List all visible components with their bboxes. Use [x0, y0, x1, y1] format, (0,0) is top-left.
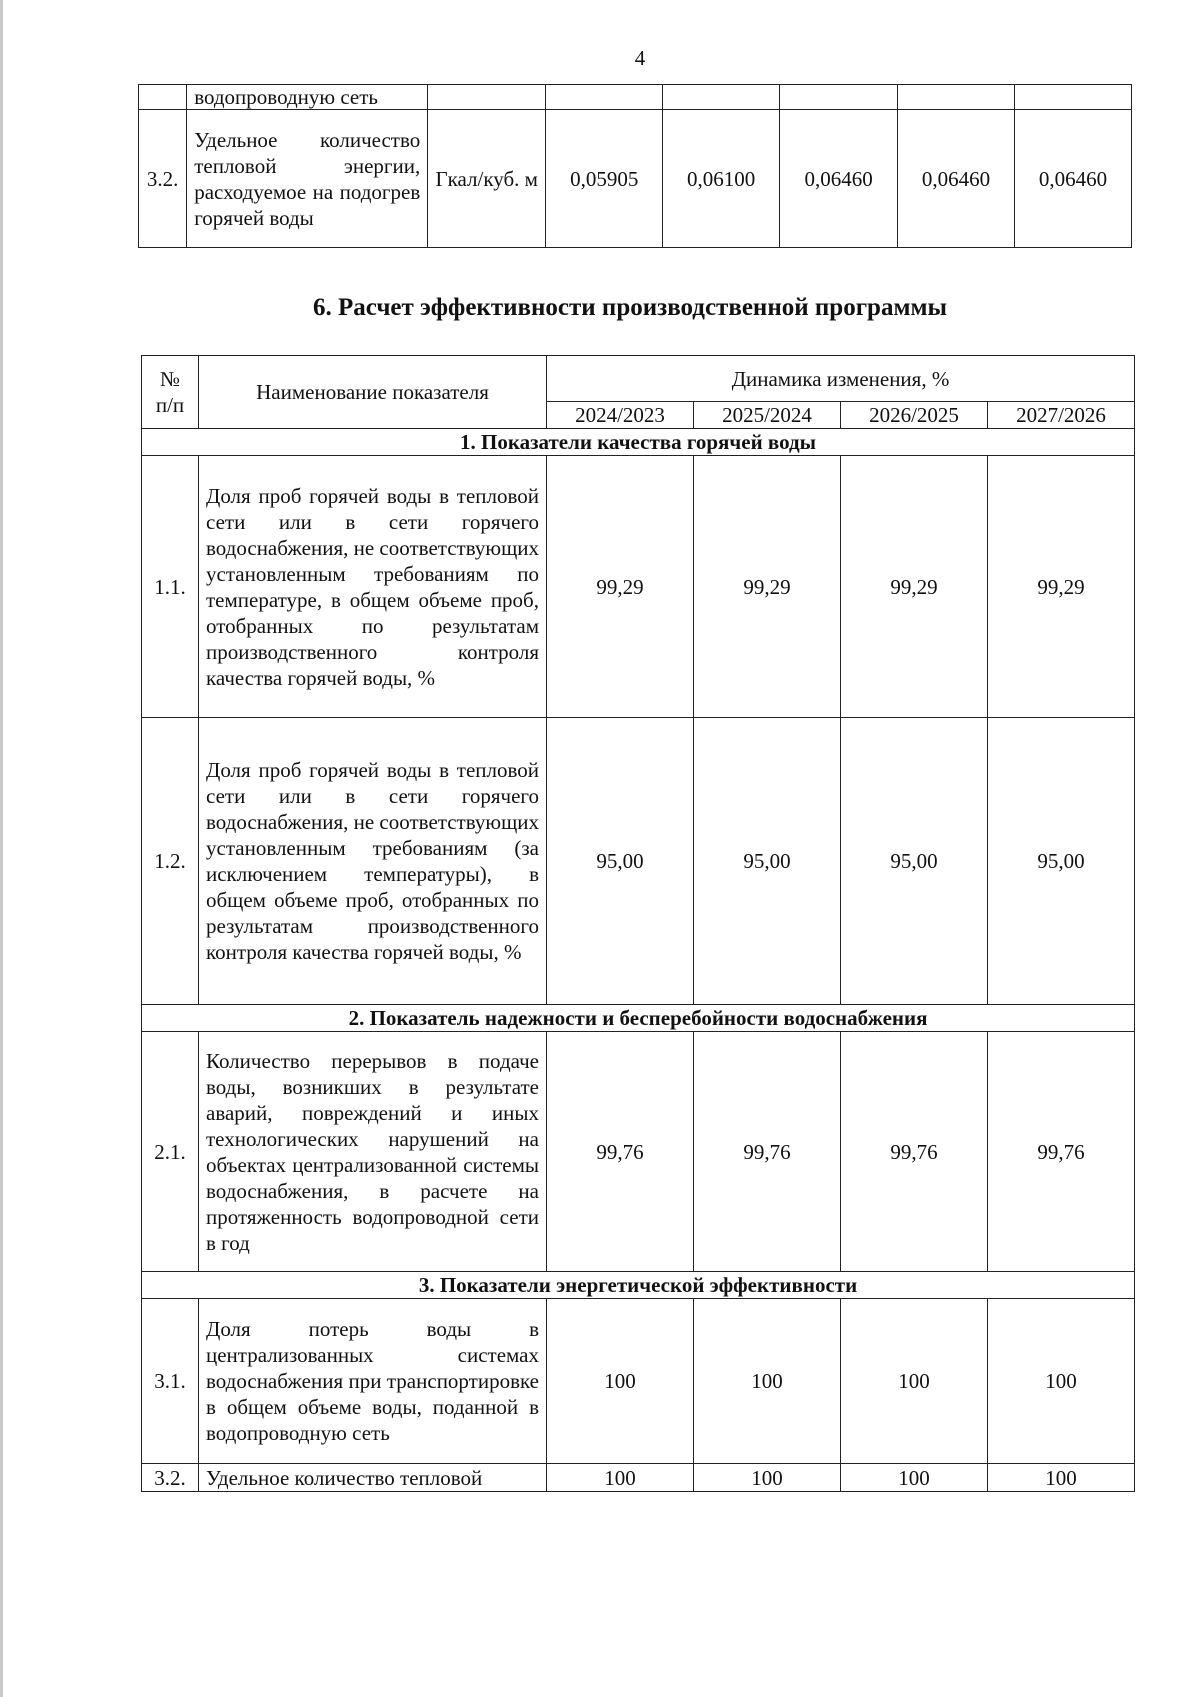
value-cell: 99,29 — [694, 456, 841, 718]
value-cell: 99,29 — [841, 456, 988, 718]
unit-cell: Гкал/куб. м — [428, 110, 546, 248]
value-cell: 0,06460 — [1015, 110, 1132, 248]
value-cell: 95,00 — [841, 718, 988, 1005]
group-title: 2. Показатель надежности и бесперебойности водоснабжения — [142, 1005, 1135, 1032]
value-cell: 99,29 — [547, 456, 694, 718]
year-header: 2025/2024 — [694, 402, 841, 429]
indicator-name: Доля потерь воды в централизованных системах водоснабжения при транспортировке в общем объеме воды, поданной в водопроводную сеть — [199, 1299, 547, 1464]
value-cell: 99,76 — [988, 1032, 1135, 1272]
indicator-name: Удельное количество тепловой энергии, расходуемое на подогрев горячей воды — [187, 110, 428, 248]
value-cell: 100 — [841, 1464, 988, 1492]
value-cell — [663, 85, 780, 110]
value-cell: 100 — [547, 1299, 694, 1464]
table-row — [142, 718, 1135, 1005]
header-name: Наименование показателя — [199, 356, 547, 429]
section-title: 6. Расчет эффективности производственной программы — [312, 294, 948, 321]
top-table — [138, 84, 1132, 248]
header-row — [142, 356, 1135, 402]
unit-cell — [428, 85, 546, 110]
value-cell — [780, 85, 898, 110]
row-number: 1.2. — [142, 718, 199, 1005]
value-cell — [546, 85, 663, 110]
header-number: № п/п — [142, 356, 199, 429]
value-cell: 99,76 — [841, 1032, 988, 1272]
value-cell: 100 — [694, 1464, 841, 1492]
table-row — [142, 1464, 1135, 1492]
efficiency-table — [141, 355, 1135, 1492]
value-cell: 0,06460 — [780, 110, 898, 248]
value-cell: 100 — [841, 1299, 988, 1464]
table-row — [142, 1032, 1135, 1272]
row-number: 3.2. — [142, 1464, 199, 1492]
value-cell: 100 — [694, 1299, 841, 1464]
value-cell: 99,76 — [547, 1032, 694, 1272]
indicator-name: Доля проб горячей воды в тепловой сети или в сети горячего водоснабжения, не соответствующих установленным требованиям (за исключением температуры), в общем объеме проб, отобранных по результатам производственного контроля качества горячей воды, % — [199, 718, 547, 1005]
value-cell: 99,29 — [988, 456, 1135, 718]
value-cell — [898, 85, 1015, 110]
value-cell: 95,00 — [988, 718, 1135, 1005]
row-number: 3.2. — [139, 110, 187, 248]
row-number — [139, 85, 187, 110]
indicator-name: Количество перерывов в подаче воды, возникших в результате аварий, повреждений и иных технологических нарушений на объектах централизованной системы водоснабжения, в расчете на протяженность водопроводной сети в год — [199, 1032, 547, 1272]
indicator-name: Удельное количество тепловой — [199, 1464, 547, 1492]
value-cell: 100 — [547, 1464, 694, 1492]
value-cell: 99,76 — [694, 1032, 841, 1272]
row-number: 3.1. — [142, 1299, 199, 1464]
table-row — [142, 1299, 1135, 1464]
value-cell: 0,05905 — [546, 110, 663, 248]
row-number: 1.1. — [142, 456, 199, 718]
year-header: 2027/2026 — [988, 402, 1135, 429]
year-header: 2024/2023 — [547, 402, 694, 429]
scan-edge — [0, 0, 3, 1697]
group-row — [142, 1005, 1135, 1032]
value-cell: 0,06460 — [898, 110, 1015, 248]
row-number: 2.1. — [142, 1032, 199, 1272]
value-cell: 100 — [988, 1299, 1135, 1464]
value-cell: 95,00 — [547, 718, 694, 1005]
value-cell: 95,00 — [694, 718, 841, 1005]
indicator-name: водопроводную сеть — [187, 85, 428, 110]
group-title: 3. Показатели энергетической эффективности — [142, 1272, 1135, 1299]
year-header: 2026/2025 — [841, 402, 988, 429]
group-row — [142, 1272, 1135, 1299]
table-row — [142, 456, 1135, 718]
indicator-name: Доля проб горячей воды в тепловой сети или в сети горячего водоснабжения, не соответствующих установленным требованиям по температуре, в общем объеме проб, отобранных по результатам производственного контроля качества горячей воды, % — [199, 456, 547, 718]
value-cell — [1015, 85, 1132, 110]
group-title: 1. Показатели качества горячей воды — [142, 429, 1135, 456]
group-row — [142, 429, 1135, 456]
table-row — [139, 110, 1132, 248]
table-row — [139, 85, 1132, 110]
value-cell: 100 — [988, 1464, 1135, 1492]
page-number: 4 — [634, 46, 646, 70]
value-cell: 0,06100 — [663, 110, 780, 248]
header-dynamics: Динамика изменения, % — [547, 356, 1135, 402]
